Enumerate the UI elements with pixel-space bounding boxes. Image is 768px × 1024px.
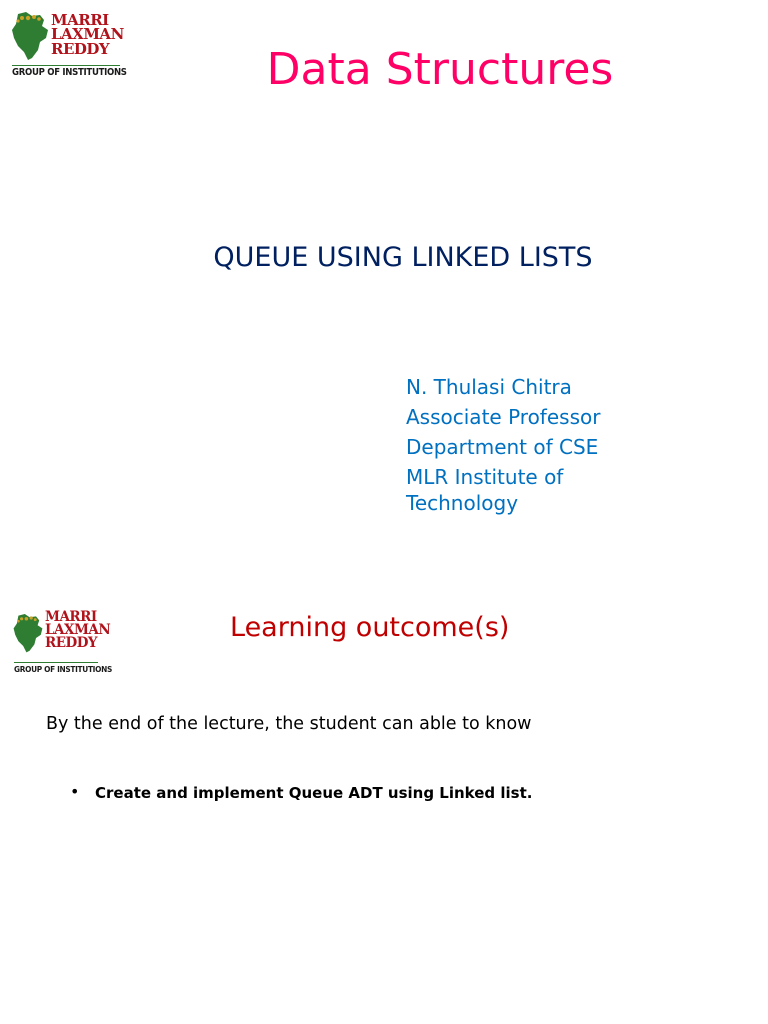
logo-line-1: MARRI — [51, 11, 109, 29]
author-department: Department of CSE — [406, 435, 599, 459]
intro-text: By the end of the lecture, the student can able to know — [46, 714, 532, 734]
logo-line-3: REDDY — [51, 39, 110, 58]
institution-logo — [10, 11, 127, 80]
logo-rule — [12, 65, 120, 66]
logo-rule — [14, 662, 98, 663]
logo-tagline: GROUP OF INSTITUTIONS — [12, 67, 127, 78]
author-designation: Associate Professor — [406, 405, 601, 429]
learning-outcomes-heading: Learning outcome(s) — [230, 612, 510, 643]
logo-line-2: LAXMAN — [45, 621, 111, 638]
author-institute: MLR Institute of Technology — [406, 465, 564, 515]
institution-logo — [12, 608, 112, 678]
logo-line-2: LAXMAN — [51, 25, 124, 44]
logo-line-3: REDDY — [45, 634, 98, 651]
author-block — [406, 372, 646, 516]
outcome-list — [70, 784, 532, 802]
list-item — [70, 784, 532, 802]
logo-line-1: MARRI — [45, 609, 97, 625]
logo-wordmark — [51, 13, 124, 56]
map-of-india-emblem-icon — [10, 12, 50, 62]
slide-subtitle: QUEUE USING LINKED LISTS — [213, 242, 593, 273]
slide-title-heading: Data Structures — [266, 44, 614, 95]
list-item-text: Create and implement Queue ADT using Linked list. — [95, 784, 533, 802]
bullet-dot: • — [70, 782, 80, 801]
author-name: N. Thulasi Chitra — [406, 375, 572, 399]
map-of-india-emblem-icon — [12, 608, 44, 660]
logo-wordmark — [45, 611, 110, 649]
logo-tagline: GROUP OF INSTITUTIONS — [14, 664, 112, 674]
slide-learning-outcomes — [0, 580, 768, 1024]
